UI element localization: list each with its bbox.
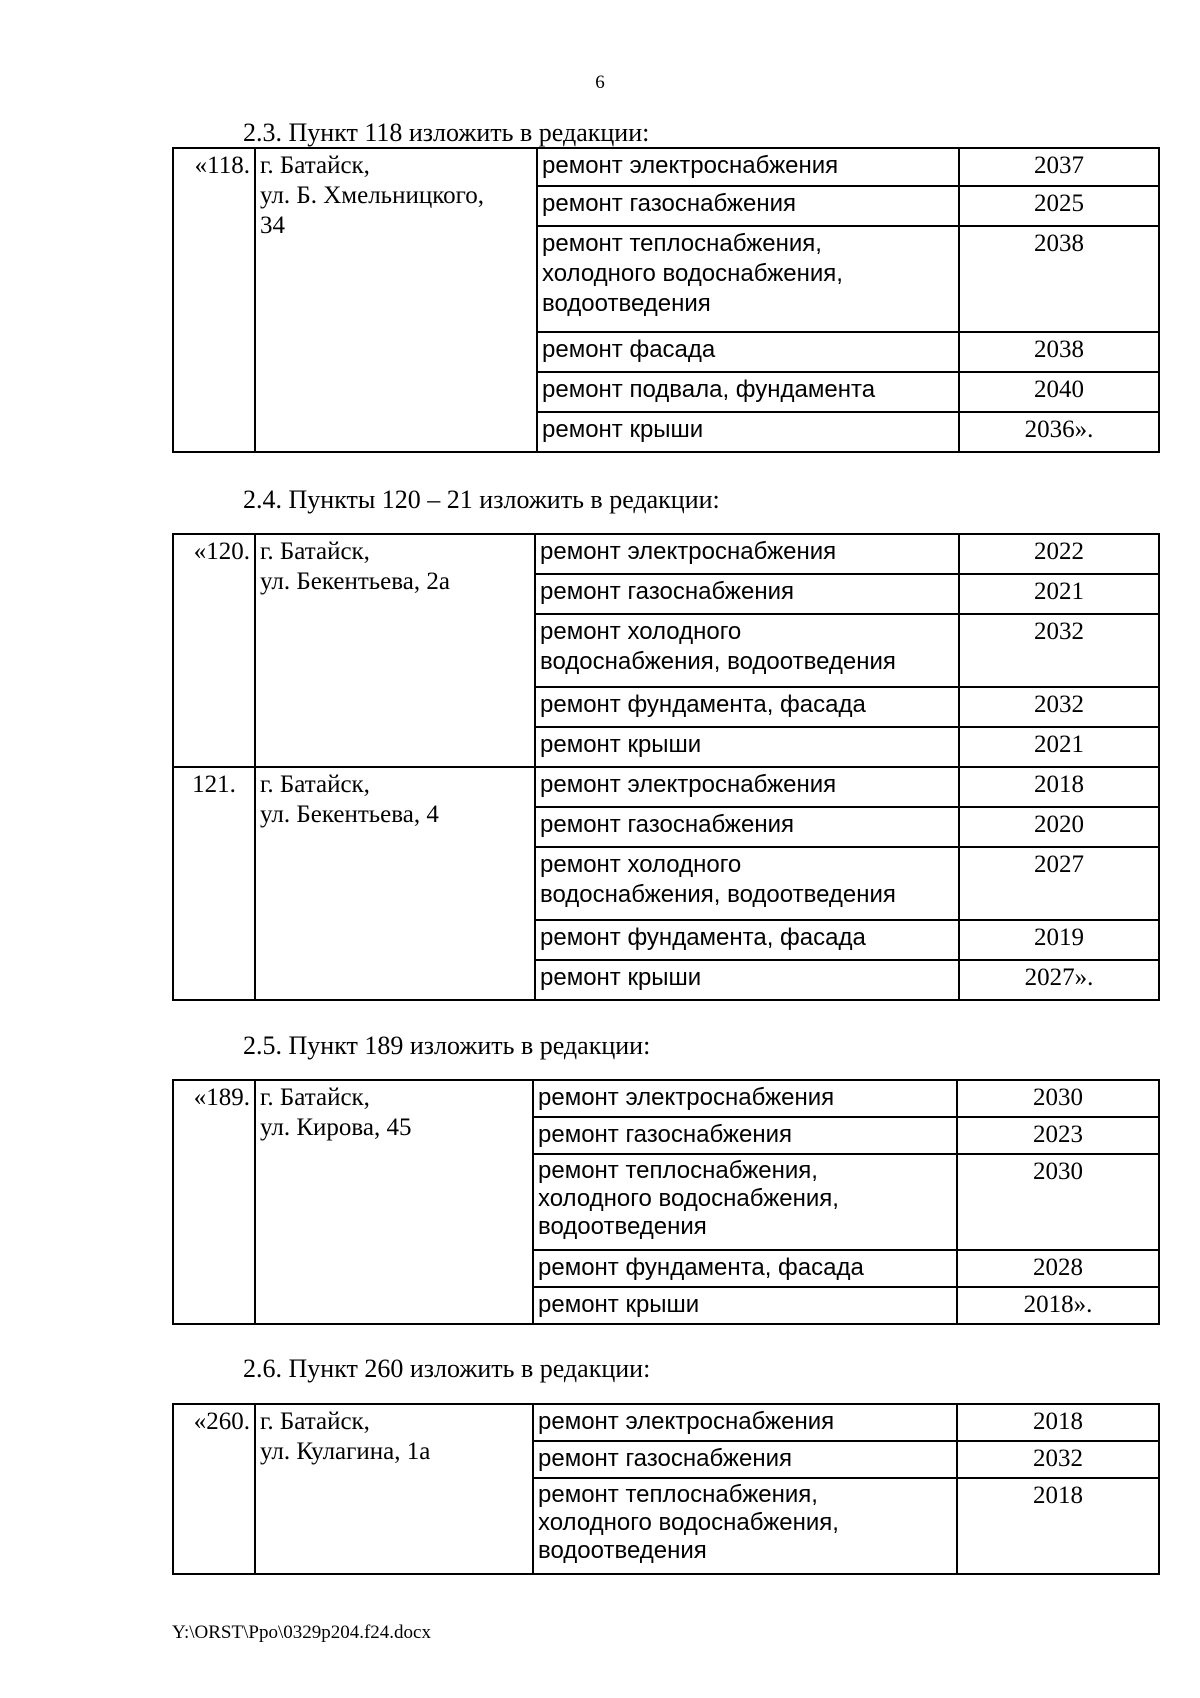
address-line: ул. Бекентьева, 4	[260, 801, 439, 828]
work-line: водоотведения	[538, 1537, 707, 1564]
year: 2032	[959, 614, 1159, 687]
work-line: водоотведения	[542, 290, 711, 317]
year: 2028	[957, 1250, 1159, 1287]
work-type: ремонт электроснабжения	[535, 767, 959, 807]
work-type: ремонт электроснабжения	[537, 148, 959, 186]
work-type: ремонт электроснабжения	[535, 534, 959, 574]
amend-table-189	[172, 1079, 1160, 1325]
work-type: ремонт подвала, фундамента	[537, 372, 959, 412]
year: 2030	[957, 1154, 1159, 1250]
work-line: ремонт теплоснабжения,	[538, 1481, 818, 1508]
section-heading-2-6: 2.6. Пункт 260 изложить в редакции:	[243, 1354, 651, 1383]
year: 2023	[957, 1117, 1159, 1154]
year: 2022	[959, 534, 1159, 574]
work-line: водоснабжения, водоотведения	[540, 648, 896, 675]
section-heading-2-4: 2.4. Пункты 120 – 21 изложить в редакции:	[243, 485, 720, 514]
year: 2037	[959, 148, 1159, 186]
address-line: г. Батайск,	[260, 538, 370, 565]
address-line: 34	[260, 212, 285, 239]
year: 2019	[959, 920, 1159, 960]
address-cell	[255, 1404, 533, 1574]
year: 2040	[959, 372, 1159, 412]
address-cell	[255, 767, 535, 1000]
work-type: ремонт фундамента, фасада	[535, 920, 959, 960]
year: 2021	[959, 727, 1159, 767]
address-line: ул. Б. Хмельницкого,	[260, 182, 484, 209]
work-line: ремонт теплоснабжения,	[542, 230, 822, 257]
year: 2018	[957, 1404, 1159, 1441]
year: 2027	[959, 847, 1159, 920]
item-number: 121.	[173, 767, 255, 1000]
year: 2025	[959, 186, 1159, 226]
work-type: ремонт крыши	[535, 727, 959, 767]
address-cell	[255, 148, 537, 452]
work-type: ремонт газоснабжения	[537, 186, 959, 226]
year: 2021	[959, 574, 1159, 614]
item-number: «120.	[173, 534, 255, 767]
work-type: ремонт газоснабжения	[533, 1117, 957, 1154]
address-line: ул. Кирова, 45	[260, 1114, 412, 1141]
year: 2030	[957, 1080, 1159, 1117]
work-line: ремонт теплоснабжения,	[538, 1157, 818, 1184]
amend-table-260	[172, 1403, 1160, 1575]
page-number: 6	[595, 72, 605, 93]
year: 2027».	[959, 960, 1159, 1000]
work-type: ремонт электроснабжения	[533, 1080, 957, 1117]
item-number: «118.	[173, 148, 255, 452]
year: 2020	[959, 807, 1159, 847]
work-type	[535, 614, 959, 687]
item-number: «260.	[173, 1404, 255, 1574]
year: 2018	[957, 1478, 1159, 1574]
work-line: ремонт холодного	[540, 618, 742, 645]
section-heading-2-5: 2.5. Пункт 189 изложить в редакции:	[243, 1031, 651, 1060]
work-type: ремонт крыши	[537, 412, 959, 452]
work-type	[533, 1154, 957, 1250]
work-type: ремонт газоснабжения	[533, 1441, 957, 1478]
year: 2038	[959, 226, 1159, 332]
work-type: ремонт крыши	[535, 960, 959, 1000]
amend-table-120-121	[172, 533, 1160, 1001]
work-line: холодного водоснабжения,	[542, 260, 843, 287]
work-line: водоотведения	[538, 1213, 707, 1240]
address-line: ул. Кулагина, 1а	[260, 1438, 431, 1465]
address-line: г. Батайск,	[260, 771, 370, 798]
address-cell	[255, 1080, 533, 1324]
amend-table-118	[172, 147, 1160, 453]
address-line: г. Батайск,	[260, 1084, 370, 1111]
work-type: ремонт электроснабжения	[533, 1404, 957, 1441]
work-type: ремонт фундамента, фасада	[535, 687, 959, 727]
work-type	[537, 226, 959, 332]
year: 2018».	[957, 1287, 1159, 1324]
work-type	[533, 1478, 957, 1574]
year: 2038	[959, 332, 1159, 372]
section-heading-2-3: 2.3. Пункт 118 изложить в редакции:	[243, 118, 650, 147]
work-type: ремонт фасада	[537, 332, 959, 372]
year: 2032	[959, 687, 1159, 727]
work-line: водоснабжения, водоотведения	[540, 881, 896, 908]
work-type: ремонт крыши	[533, 1287, 957, 1324]
file-path-footer: Y:\ORST\Ppo\0329p204.f24.docx	[172, 1622, 431, 1643]
work-type	[535, 847, 959, 920]
work-type: ремонт газоснабжения	[535, 574, 959, 614]
address-line: ул. Бекентьева, 2а	[260, 568, 450, 595]
work-line: холодного водоснабжения,	[538, 1509, 839, 1536]
item-number: «189.	[173, 1080, 255, 1324]
year: 2036».	[959, 412, 1159, 452]
year: 2018	[959, 767, 1159, 807]
address-cell	[255, 534, 535, 767]
work-type: ремонт газоснабжения	[535, 807, 959, 847]
year: 2032	[957, 1441, 1159, 1478]
address-line: г. Батайск,	[260, 1408, 370, 1435]
work-type: ремонт фундамента, фасада	[533, 1250, 957, 1287]
work-line: холодного водоснабжения,	[538, 1185, 839, 1212]
address-line: г. Батайск,	[260, 152, 370, 179]
work-line: ремонт холодного	[540, 851, 742, 878]
